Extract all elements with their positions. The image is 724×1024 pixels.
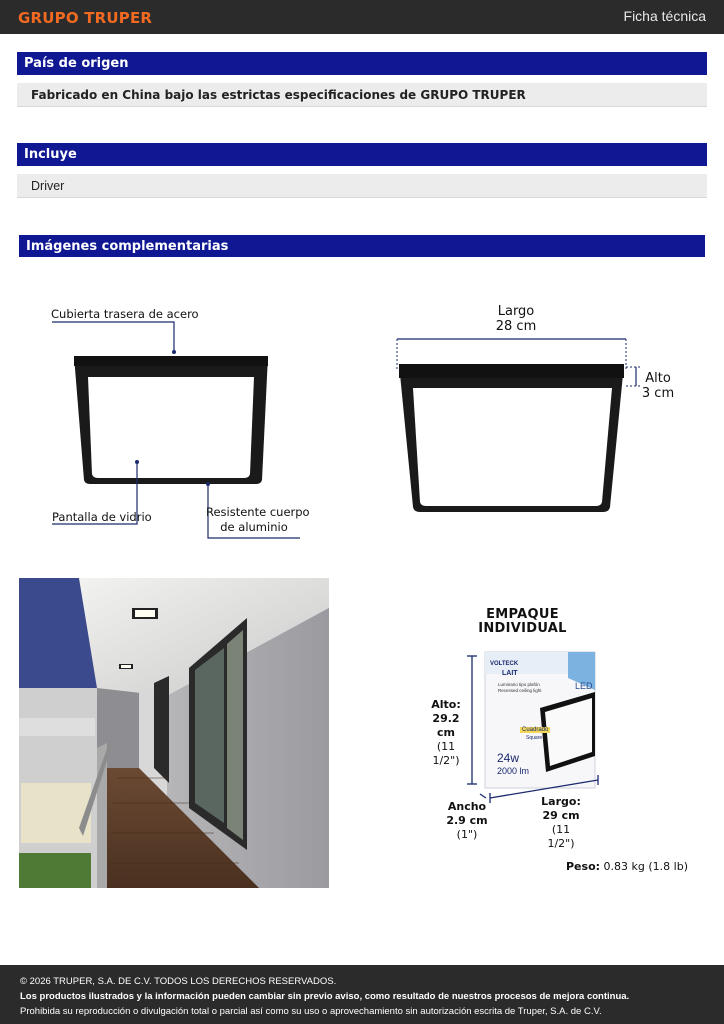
label-body-line1: Resistente cuerpo (206, 505, 310, 519)
pkg-alto-label: Alto: (431, 698, 461, 711)
length-label-line2: 28 cm (495, 319, 537, 334)
callout-dot-back (172, 350, 176, 354)
back-cover (74, 356, 268, 366)
box-desc1: Luminario tipo plafón (498, 682, 540, 687)
box-brand: VOLTECK (490, 661, 519, 667)
callout-dot-glass (135, 460, 139, 464)
box-desc2: Recessed ceiling light (498, 688, 542, 693)
height-label-line1: Alto (645, 371, 671, 386)
box-shape1: Cuadrado (522, 727, 549, 733)
page-title: Ficha técnica (623, 8, 706, 24)
label-body-line2: de aluminio (220, 520, 288, 534)
pkg-weight-value: 0.83 kg (1.8 lb) (603, 860, 688, 873)
pkg-largo (538, 795, 584, 851)
footer-prohibition: Prohibida su reproducción o divulgación total o parcial así como su uso o aprovechamiento sin autorización escrita de Truper, S.A. de C.V. (20, 1006, 602, 1017)
height-label (640, 371, 676, 401)
label-back-cover: Cubierta trasera de acero (51, 307, 199, 321)
box-watts: 24w (497, 751, 520, 765)
pkg-weight-label: Peso: (566, 860, 601, 873)
pkg-weight (566, 860, 688, 874)
package-title: EMPAQUE INDIVIDUAL (478, 607, 567, 636)
pkg-alto (423, 698, 469, 768)
footer-copyright: © 2026 TRUPER, S.A. DE C.V. TODOS LOS DERECHOS RESERVADOS. (20, 976, 337, 987)
label-glass: Pantalla de vidrio (52, 510, 152, 524)
callout-line-back (52, 322, 174, 352)
includes-text: Driver (17, 174, 707, 198)
glass-screen-right (413, 388, 612, 506)
pkg-ancho-label: Ancho (447, 800, 487, 813)
length-label (480, 304, 552, 334)
back-cover-right (399, 364, 624, 378)
glass-screen (88, 377, 254, 478)
product-dimensions-diagram (390, 330, 650, 520)
pkg-largo-imperial: (11 1/2") (547, 823, 575, 850)
height-label-line2: 3 cm (641, 386, 675, 401)
hallway-photo (19, 578, 329, 888)
pkg-alto-imperial: (11 1/2") (432, 740, 460, 767)
pkg-alto-metric: 29.2 cm (432, 712, 460, 739)
box-line: LAIT (502, 670, 518, 677)
section-heading-includes: Incluye (17, 143, 707, 166)
callout-dot-body (206, 482, 210, 486)
brand-logo: GRUPO TRUPER (18, 9, 153, 27)
section-heading-images: Imágenes complementarias (19, 235, 705, 257)
box-width-line (480, 794, 486, 798)
box-shape2: Square (526, 735, 543, 741)
pkg-ancho-imperial: (1") (456, 828, 478, 841)
section-heading-origin: País de origen (17, 52, 707, 75)
footer-notice: Los productos ilustrados y la información pueden cambiar sin previo aviso, como resultado de nuestros procesos de mejora continua. (20, 991, 630, 1002)
length-label-line1: Largo (497, 304, 535, 319)
pkg-ancho (445, 800, 489, 842)
label-body (206, 505, 310, 535)
box-badge: LED (575, 681, 593, 691)
origin-text: Fabricado en China bajo las estrictas especificaciones de GRUPO TRUPER (17, 83, 707, 107)
pkg-ancho-metric: 2.9 cm (446, 814, 488, 827)
footer (0, 965, 724, 1024)
top-bar (0, 0, 724, 34)
pkg-largo-metric: 29 cm (542, 809, 580, 822)
pkg-largo-label: Largo: (541, 795, 581, 808)
box-lumens: 2000 lm (497, 766, 530, 776)
